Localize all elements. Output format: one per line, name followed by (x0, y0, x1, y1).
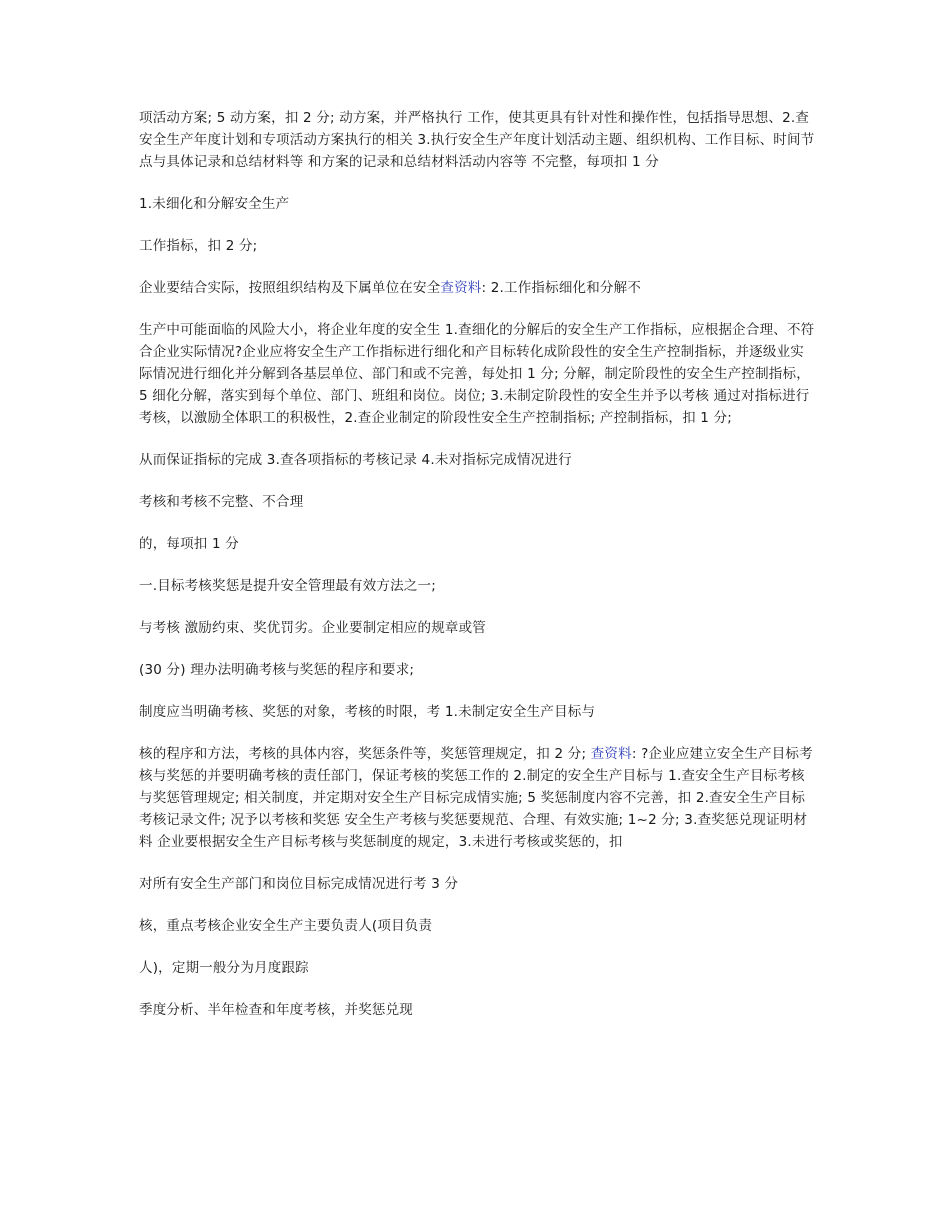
paragraph-p10 (139, 617, 815, 639)
paragraph-text: : ?企业应建立安全生产目标考核与奖惩的并要明确考核的责任部门，保证考核的奖惩工作的 2.制定的安全生产目标与 1.查安全生产目标考核与奖惩管理规定; 相关制度，并定期对安全生产目标完成情实施; 5 奖惩制度内容不完善，扣 2.查安全生产目标考核记录文件; 况予以考核和奖惩 安全生产考核与奖惩要规范、合理、有效实施; 1~2 分; 3.查奖惩兑现证明材料 企业要根据安全生产目标考核与奖惩制度的规定，3.未进行考核或奖惩的，扣 (139, 746, 813, 850)
paragraph-text: 制度应当明确考核、奖惩的对象，考核的时限，考 1.未制定安全生产目标与 (139, 704, 596, 720)
search-resource-link[interactable]: 查资料 (590, 746, 632, 762)
paragraph-text: 一.目标考核奖惩是提升安全管理最有效方法之一; (139, 578, 436, 594)
search-resource-link[interactable]: 查资料 (440, 280, 482, 296)
paragraph-p4 (139, 277, 815, 299)
paragraph-text: : 2.工作指标细化和分解不 (481, 280, 642, 296)
paragraph-p2 (139, 193, 815, 215)
paragraph-text: 项活动方案; 5 动方案，扣 2 分; 动方案，并严格执行 工作，使其更具有针对性和操作性，包括指导思想、2.查安全生产年度计划和专项活动方案执行的相关 3.执行安全生产年度计划活动主题、组织机构、工作目标、时间节点与具体记录和总结材料等 和方案的记录和总结材料活动内容等 不完整，每项扣 1 分 (139, 110, 815, 170)
paragraph-p12 (139, 701, 815, 723)
paragraph-text: (30 分) 理办法明确考核与奖惩的程序和要求; (139, 662, 415, 678)
paragraph-text: 生产中可能面临的风险大小，将企业年度的安全生 1.查细化的分解后的安全生产工作指标，应根据企合理、不符合企业实际情况?企业应将安全生产工作指标进行细化和产目标转化成阶段性的安全生产控制指标，并逐级业实际情况进行细化并分解到各基层单位、部门和或不完善，每处扣 1 分; 分解，制定阶段性的安全生产控制指标，5 细化分解，落实到每个单位、部门、班组和岗位。岗位; 3.未制定阶段性的安全生并予以考核 通过对指标进行考核，以激励全体职工的积极性，2.查企业制定的阶段性安全生产控制指标; 产控制指标，扣 1 分; (139, 322, 815, 426)
paragraph-text: 1.未细化和分解安全生产 (139, 196, 290, 212)
paragraph-p6 (139, 449, 815, 471)
paragraph-p9 (139, 575, 815, 597)
paragraph-text: 企业要结合实际，按照组织结构及下属单位在安全 (139, 280, 441, 296)
paragraph-p11 (139, 659, 815, 681)
paragraph-p14 (139, 873, 815, 895)
paragraph-p7 (139, 491, 815, 513)
paragraph-p8 (139, 533, 815, 555)
paragraph-text: 从而保证指标的完成 3.查各项指标的考核记录 4.未对指标完成情况进行 (139, 452, 572, 468)
paragraph-text: 考核和考核不完整、不合理 (139, 494, 304, 510)
paragraph-p15 (139, 915, 815, 937)
paragraph-text: 季度分析、半年检查和年度考核，并奖惩兑现 (139, 1002, 413, 1018)
paragraph-text: 人)，定期一般分为月度跟踪 (139, 960, 309, 976)
document-page (139, 107, 815, 1041)
paragraph-text: 工作指标，扣 2 分; (139, 238, 258, 254)
paragraph-p13 (139, 743, 815, 853)
paragraph-text: 的，每项扣 1 分 (139, 536, 239, 552)
paragraph-p5 (139, 319, 815, 429)
paragraph-text: 与考核 激励约束、奖优罚劣。企业要制定相应的规章或管 (139, 620, 486, 636)
paragraph-p1 (139, 107, 815, 173)
paragraph-p3 (139, 235, 815, 257)
paragraph-text: 对所有安全生产部门和岗位目标完成情况进行考 3 分 (139, 876, 459, 892)
paragraph-p16 (139, 957, 815, 979)
paragraph-p17 (139, 999, 815, 1021)
paragraph-text: 核，重点考核企业安全生产主要负责人(项目负责 (139, 918, 433, 934)
paragraph-text: 核的程序和方法，考核的具体内容，奖惩条件等，奖惩管理规定，扣 2 分; (139, 746, 591, 762)
